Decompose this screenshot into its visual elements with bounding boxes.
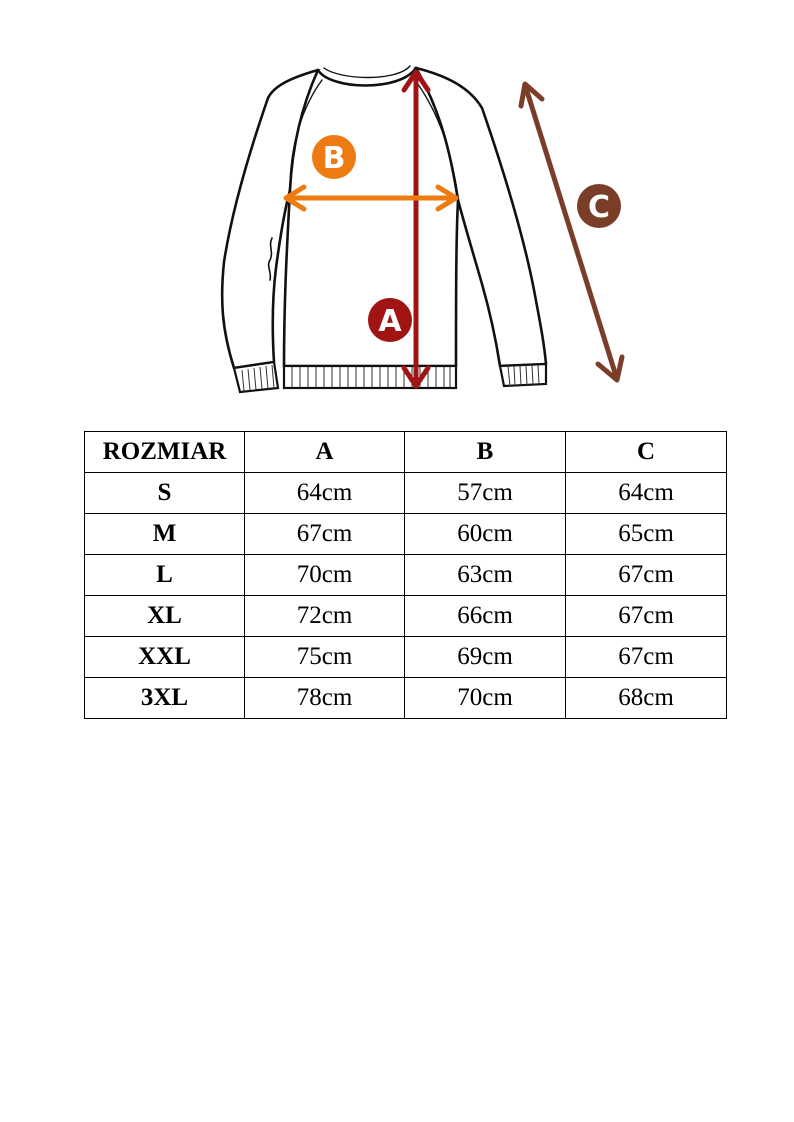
value-a-cell: 70cm	[245, 555, 405, 596]
badge-c	[577, 184, 621, 228]
value-b-cell: 60cm	[405, 514, 566, 555]
value-c-cell: 67cm	[566, 596, 727, 637]
value-a-cell: 72cm	[245, 596, 405, 637]
table-row	[85, 637, 727, 678]
badge-b	[312, 135, 356, 179]
header-size: ROZMIAR	[85, 432, 245, 473]
value-c-cell: 65cm	[566, 514, 727, 555]
table-row	[85, 473, 727, 514]
sweatshirt-measurement-diagram	[0, 0, 794, 410]
size-cell: M	[85, 514, 245, 555]
value-b-cell: 69cm	[405, 637, 566, 678]
value-b-cell: 70cm	[405, 678, 566, 719]
value-c-cell: 64cm	[566, 473, 727, 514]
size-cell: L	[85, 555, 245, 596]
value-c-cell: 68cm	[566, 678, 727, 719]
badge-c-label: C	[587, 190, 611, 225]
header-c: C	[566, 432, 727, 473]
size-chart-table	[84, 431, 727, 719]
size-cell: XL	[85, 596, 245, 637]
value-a-cell: 78cm	[245, 678, 405, 719]
table-row	[85, 596, 727, 637]
value-a-cell: 67cm	[245, 514, 405, 555]
value-a-cell: 64cm	[245, 473, 405, 514]
table-row	[85, 555, 727, 596]
badge-a	[368, 298, 412, 342]
table-row	[85, 514, 727, 555]
table-header-row	[85, 432, 727, 473]
value-b-cell: 66cm	[405, 596, 566, 637]
header-b: B	[405, 432, 566, 473]
value-a-cell: 75cm	[245, 637, 405, 678]
badge-b-label: B	[322, 141, 346, 176]
value-c-cell: 67cm	[566, 555, 727, 596]
value-c-cell: 67cm	[566, 637, 727, 678]
table-row	[85, 678, 727, 719]
size-cell: S	[85, 473, 245, 514]
badge-a-label: A	[378, 304, 402, 339]
header-a: A	[245, 432, 405, 473]
value-b-cell: 63cm	[405, 555, 566, 596]
size-cell: 3XL	[85, 678, 245, 719]
ribbed-cuffs	[234, 362, 546, 392]
value-b-cell: 57cm	[405, 473, 566, 514]
size-cell: XXL	[85, 637, 245, 678]
